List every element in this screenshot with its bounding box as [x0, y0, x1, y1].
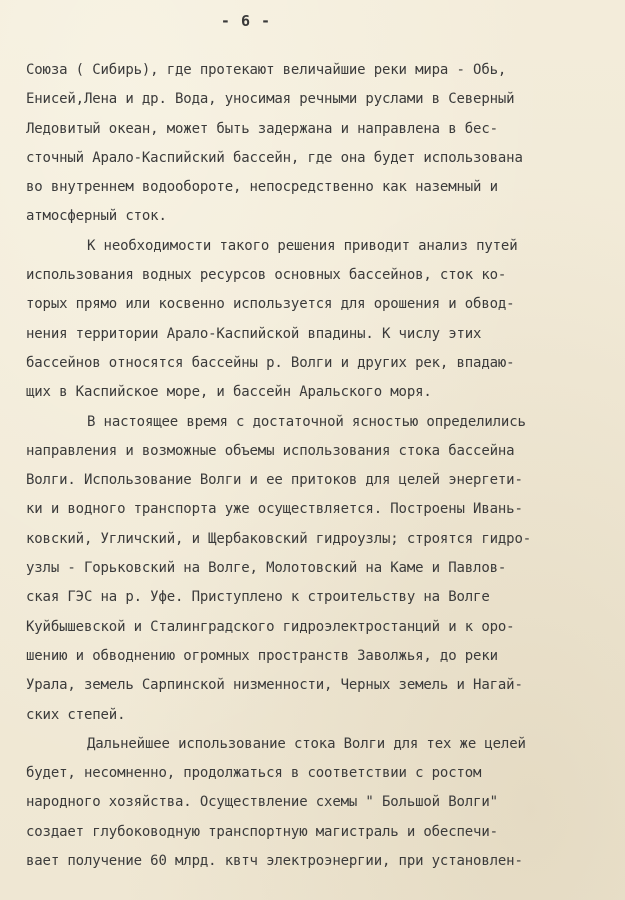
text-line: бассейнов относятся бассейны р. Волги и других рек, впадаю-	[26, 354, 515, 371]
text-line: К необходимости такого решения приводит анализ путей	[87, 237, 518, 254]
text-line: Волги. Использование Волги и ее притоков для целей энергети-	[26, 472, 523, 489]
text-line: Союза ( Сибирь), где протекают величайшие реки мира - Обь,	[26, 62, 507, 78]
text-line: ки и водного транспорта уже осуществляется. Построены Ивань-	[26, 501, 523, 518]
text-line: направления и возможные объемы использования стока бассейна	[26, 442, 515, 459]
text-line: вает получение 60 млрд. квтч электроэнергии, при установлен-	[26, 853, 523, 870]
text-line: Енисей,Лена и др. Вода, уносимая речными руслами в Северный	[26, 91, 515, 108]
text-line: ских степей.	[26, 706, 126, 723]
text-line: В настоящее время с достаточной ясностью определились	[87, 413, 526, 430]
text-line: Ледовитый океан, может быть задержана и направлена в бес-	[26, 120, 498, 137]
page-number: - 6 -	[220, 12, 272, 30]
text-line: будет, несомненно, продолжаться в соответствии с ростом	[26, 765, 482, 782]
text-line: щих в Каспийское море, и бассейн Аральского моря.	[26, 384, 432, 401]
text-line: создает глубоководную транспортную магистраль и обеспечи-	[26, 823, 498, 840]
text-line: Дальнейшее использование стока Волги для тех же целей	[87, 735, 526, 752]
text-line: ковский, Угличский, и Щербаковский гидроузлы; строятся гидро-	[26, 530, 532, 547]
text-line: сточный Арало-Каспийский бассейн, где она будет использована	[26, 149, 523, 166]
text-line: шению и обводнению огромных пространств Заволжья, до реки	[26, 647, 498, 664]
text-line: ская ГЭС на р. Уфе. Приступлено к строительству на Волге	[26, 589, 490, 606]
text-line: нения территории Арало-Каспийской впадины. К числу этих	[26, 325, 482, 342]
document-body	[26, 56, 622, 876]
text-line: Урала, земель Сарпинской низменности, Черных земель и Нагай-	[26, 677, 523, 694]
text-line: Куйбышевской и Сталинградского гидроэлектростанций и к оро-	[26, 618, 515, 635]
text-line: торых прямо или косвенно используется для орошения и обвод-	[26, 296, 515, 313]
text-line: народного хозяйства. Осуществление схемы " Большой Волги"	[26, 794, 498, 811]
text-line: атмосферный сток.	[26, 208, 167, 225]
text-line: во внутреннем водообороте, непосредственно как наземный и	[26, 179, 498, 196]
text-line: узлы - Горьковский на Волге, Молотовский на Каме и Павлов-	[26, 560, 507, 577]
text-line: использования водных ресурсов основных бассейнов, сток ко-	[26, 267, 507, 284]
